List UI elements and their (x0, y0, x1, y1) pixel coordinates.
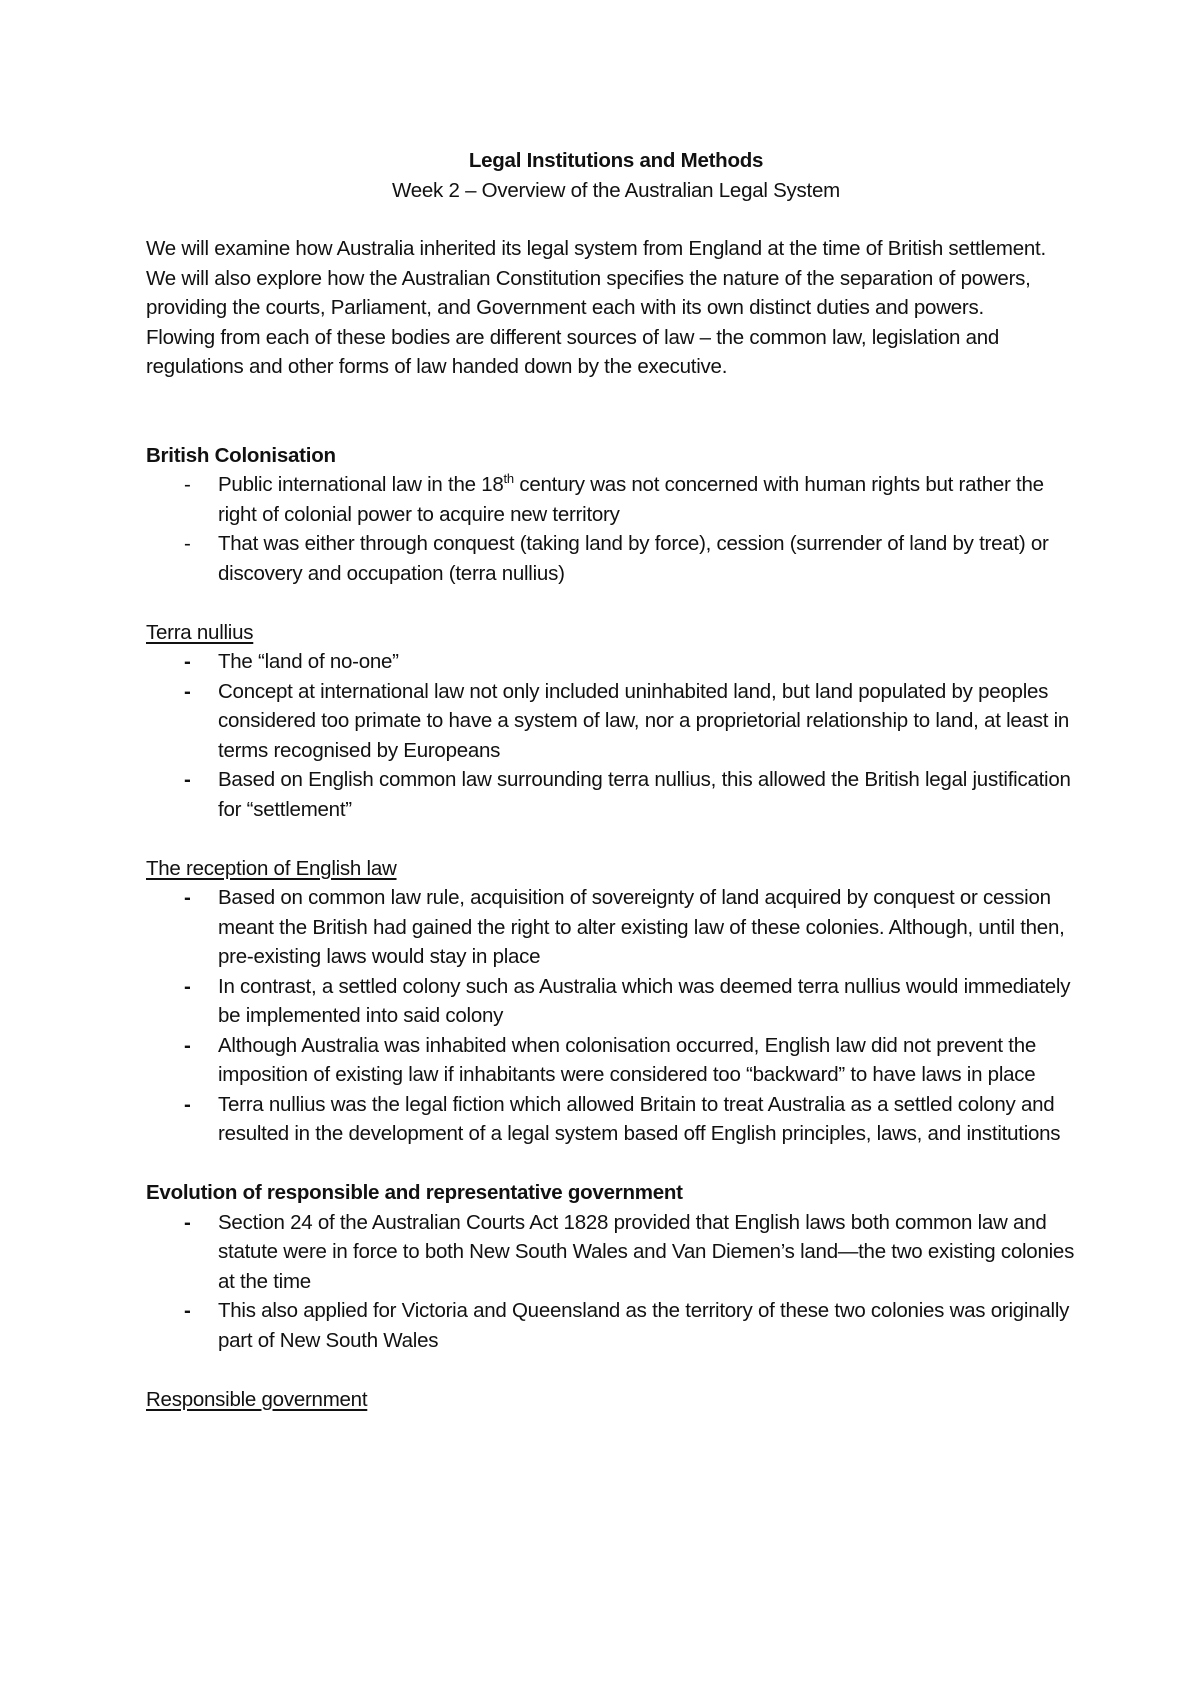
dash-bullet: - (184, 679, 191, 703)
document-page (146, 146, 1086, 1414)
list-item (146, 883, 1086, 972)
list-item (146, 972, 1086, 1031)
list-item (146, 647, 1086, 677)
bullet-list (146, 1208, 1086, 1356)
list-item (146, 1090, 1086, 1149)
list-item-text: century was not concerned with human rights but rather the right of colonial power to acquire new territory (218, 473, 1044, 526)
section-reception-english-law (146, 854, 1086, 1149)
list-item-text: That was either through conquest (taking land by force), cession (surrender of land by treat) or discovery and occupation (terra nullius) (218, 532, 1049, 585)
section-british-colonisation (146, 441, 1086, 589)
dash-bullet: - (184, 768, 191, 791)
list-item-text: Terra nullius was the legal fiction which allowed Britain to treat Australia as a settled colony and resulted in the development of a legal system based off English principles, laws, and institutions (218, 1092, 1061, 1145)
intro-paragraph: We will also explore how the Australian Constitution specifies the nature of the separation of powers, providing the courts, Parliament, and Government each with its own distinct duties and powers. (146, 266, 1031, 319)
document-subtitle: Week 2 – Overview of the Australian Legal System (392, 178, 840, 202)
list-item (146, 529, 1086, 588)
list-item-text: Concept at international law not only included uninhabited land, but land populated by peoples considered too primate to have a system of law, nor a proprietorial relationship to land, at least in terms recognised by Europeans (218, 679, 1070, 762)
list-item (146, 1208, 1086, 1297)
list-item-text: The “land of no-one” (218, 650, 399, 673)
intro-block (146, 234, 1086, 382)
dash-bullet: - (184, 974, 191, 998)
section-heading: Terra nullius (146, 620, 254, 644)
intro-paragraph: Flowing from each of these bodies are different sources of law – the common law, legislation and regulations and other forms of law handed down by the executive. (146, 325, 1000, 378)
list-item-text: Public international law in the 18 (218, 473, 504, 496)
dash-bullet: - (184, 1299, 191, 1322)
bullet-list (146, 470, 1086, 588)
bullet-list (146, 883, 1086, 1149)
bullet-list (146, 647, 1086, 824)
dash-bullet: - (184, 473, 191, 496)
section-responsible-government (146, 1385, 1086, 1415)
dash-bullet: - (184, 1033, 191, 1057)
section-heading: The reception of English law (146, 856, 397, 880)
dash-bullet: - (184, 886, 191, 909)
section-heading: British Colonisation (146, 443, 336, 467)
section-evolution-government (146, 1178, 1086, 1355)
document-title: Legal Institutions and Methods (468, 149, 764, 172)
list-item-text: This also applied for Victoria and Queensland as the territory of these two colonies was originally part of New South Wales (218, 1299, 1070, 1352)
list-item (146, 765, 1086, 824)
list-item (146, 1031, 1086, 1090)
list-item (146, 677, 1086, 766)
list-item-text: Based on common law rule, acquisition of sovereignty of land acquired by conquest or cession meant the British had gained the right to alter existing law of these colonies. Although, until then, pre-existing laws would stay in place (218, 886, 1065, 968)
intro-paragraph: We will examine how Australia inherited its legal system from England at the time of British settlement. (146, 237, 1046, 260)
list-item-text: Section 24 of the Australian Courts Act 1828 provided that English laws both common law and statute were in force to both New South Wales and Van Diemen’s land—the two existing colonies at the time (218, 1210, 1075, 1293)
list-item-text: Although Australia was inhabited when colonisation occurred, English law did not prevent the imposition of existing law if inhabitants were considered too “backward” to have laws in place (218, 1033, 1037, 1086)
section-terra-nullius (146, 618, 1086, 825)
dash-bullet: - (184, 532, 191, 555)
list-item (146, 470, 1086, 529)
section-heading: Evolution of responsible and representative government (146, 1181, 683, 1204)
list-item-text: In contrast, a settled colony such as Australia which was deemed terra nullius would immediately be implemented into said colony (218, 974, 1071, 1027)
list-item (146, 1296, 1086, 1355)
dash-bullet: - (184, 1210, 191, 1234)
dash-bullet: - (184, 650, 191, 673)
section-heading: Responsible government (146, 1387, 368, 1411)
superscript: th (503, 471, 514, 487)
dash-bullet: - (184, 1092, 191, 1116)
list-item-text: Based on English common law surrounding terra nullius, this allowed the British legal justification for “settlement” (218, 768, 1071, 821)
